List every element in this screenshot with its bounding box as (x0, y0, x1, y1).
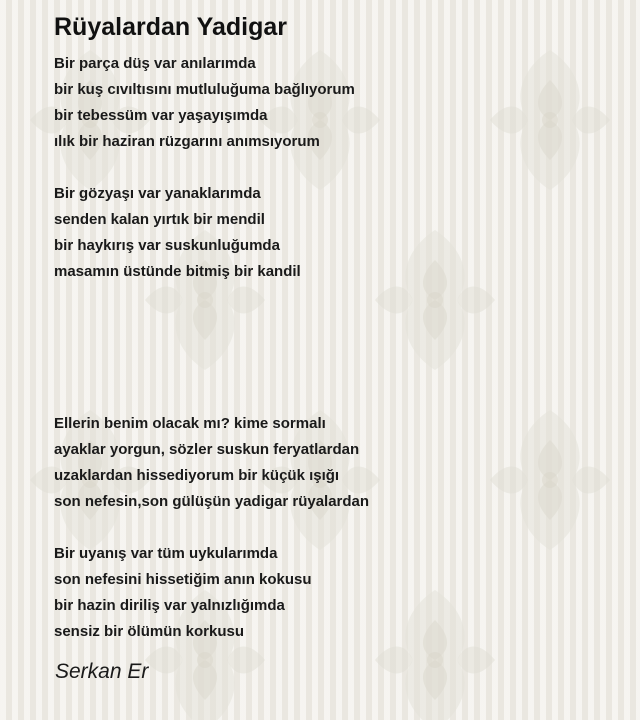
stanza-3 (54, 411, 369, 515)
poem-line: ılık bir haziran rüzgarını anımsıyorum (54, 133, 320, 150)
stanza-1 (54, 51, 355, 155)
poem-line: sensiz bir ölümün korkusu (54, 623, 245, 640)
poem-line: uzaklardan hissediyorum bir küçük ışığı (54, 467, 340, 484)
poem-line: masamın üstünde bitmiş bir kandil (54, 263, 301, 280)
poem-line: son nefesini hissetiğim anın kokusu (54, 571, 312, 588)
poem-line: Bir uyanış var tüm uykularımda (54, 545, 278, 562)
poem-line: bir haykırış var suskunluğumda (54, 237, 280, 254)
poem-line: bir hazin diriliş var yalnızlığımda (54, 597, 285, 614)
stanza-2 (54, 181, 301, 285)
poem-line: son nefesin,son gülüşün yadigar rüyalardan (54, 493, 370, 510)
poem-line: Ellerin benim olacak mı? kime sormalı (54, 415, 326, 432)
stanza-4 (54, 541, 312, 645)
poem-line: Bir parça düş var anılarımda (54, 55, 256, 72)
poem-line: senden kalan yırtık bir mendil (54, 211, 265, 228)
poem-line: bir kuş cıvıltısını mutluluğuma bağlıyorum (54, 81, 355, 98)
poem-line: Bir gözyaşı var yanaklarımda (54, 185, 261, 202)
poem-author: Serkan Er (55, 660, 149, 683)
poem-line: ayaklar yorgun, sözler suskun feryatlardan (54, 441, 360, 458)
poem-line: bir tebessüm var yaşayışımda (54, 107, 268, 124)
poem-title: Rüyalardan Yadigar (54, 13, 287, 41)
